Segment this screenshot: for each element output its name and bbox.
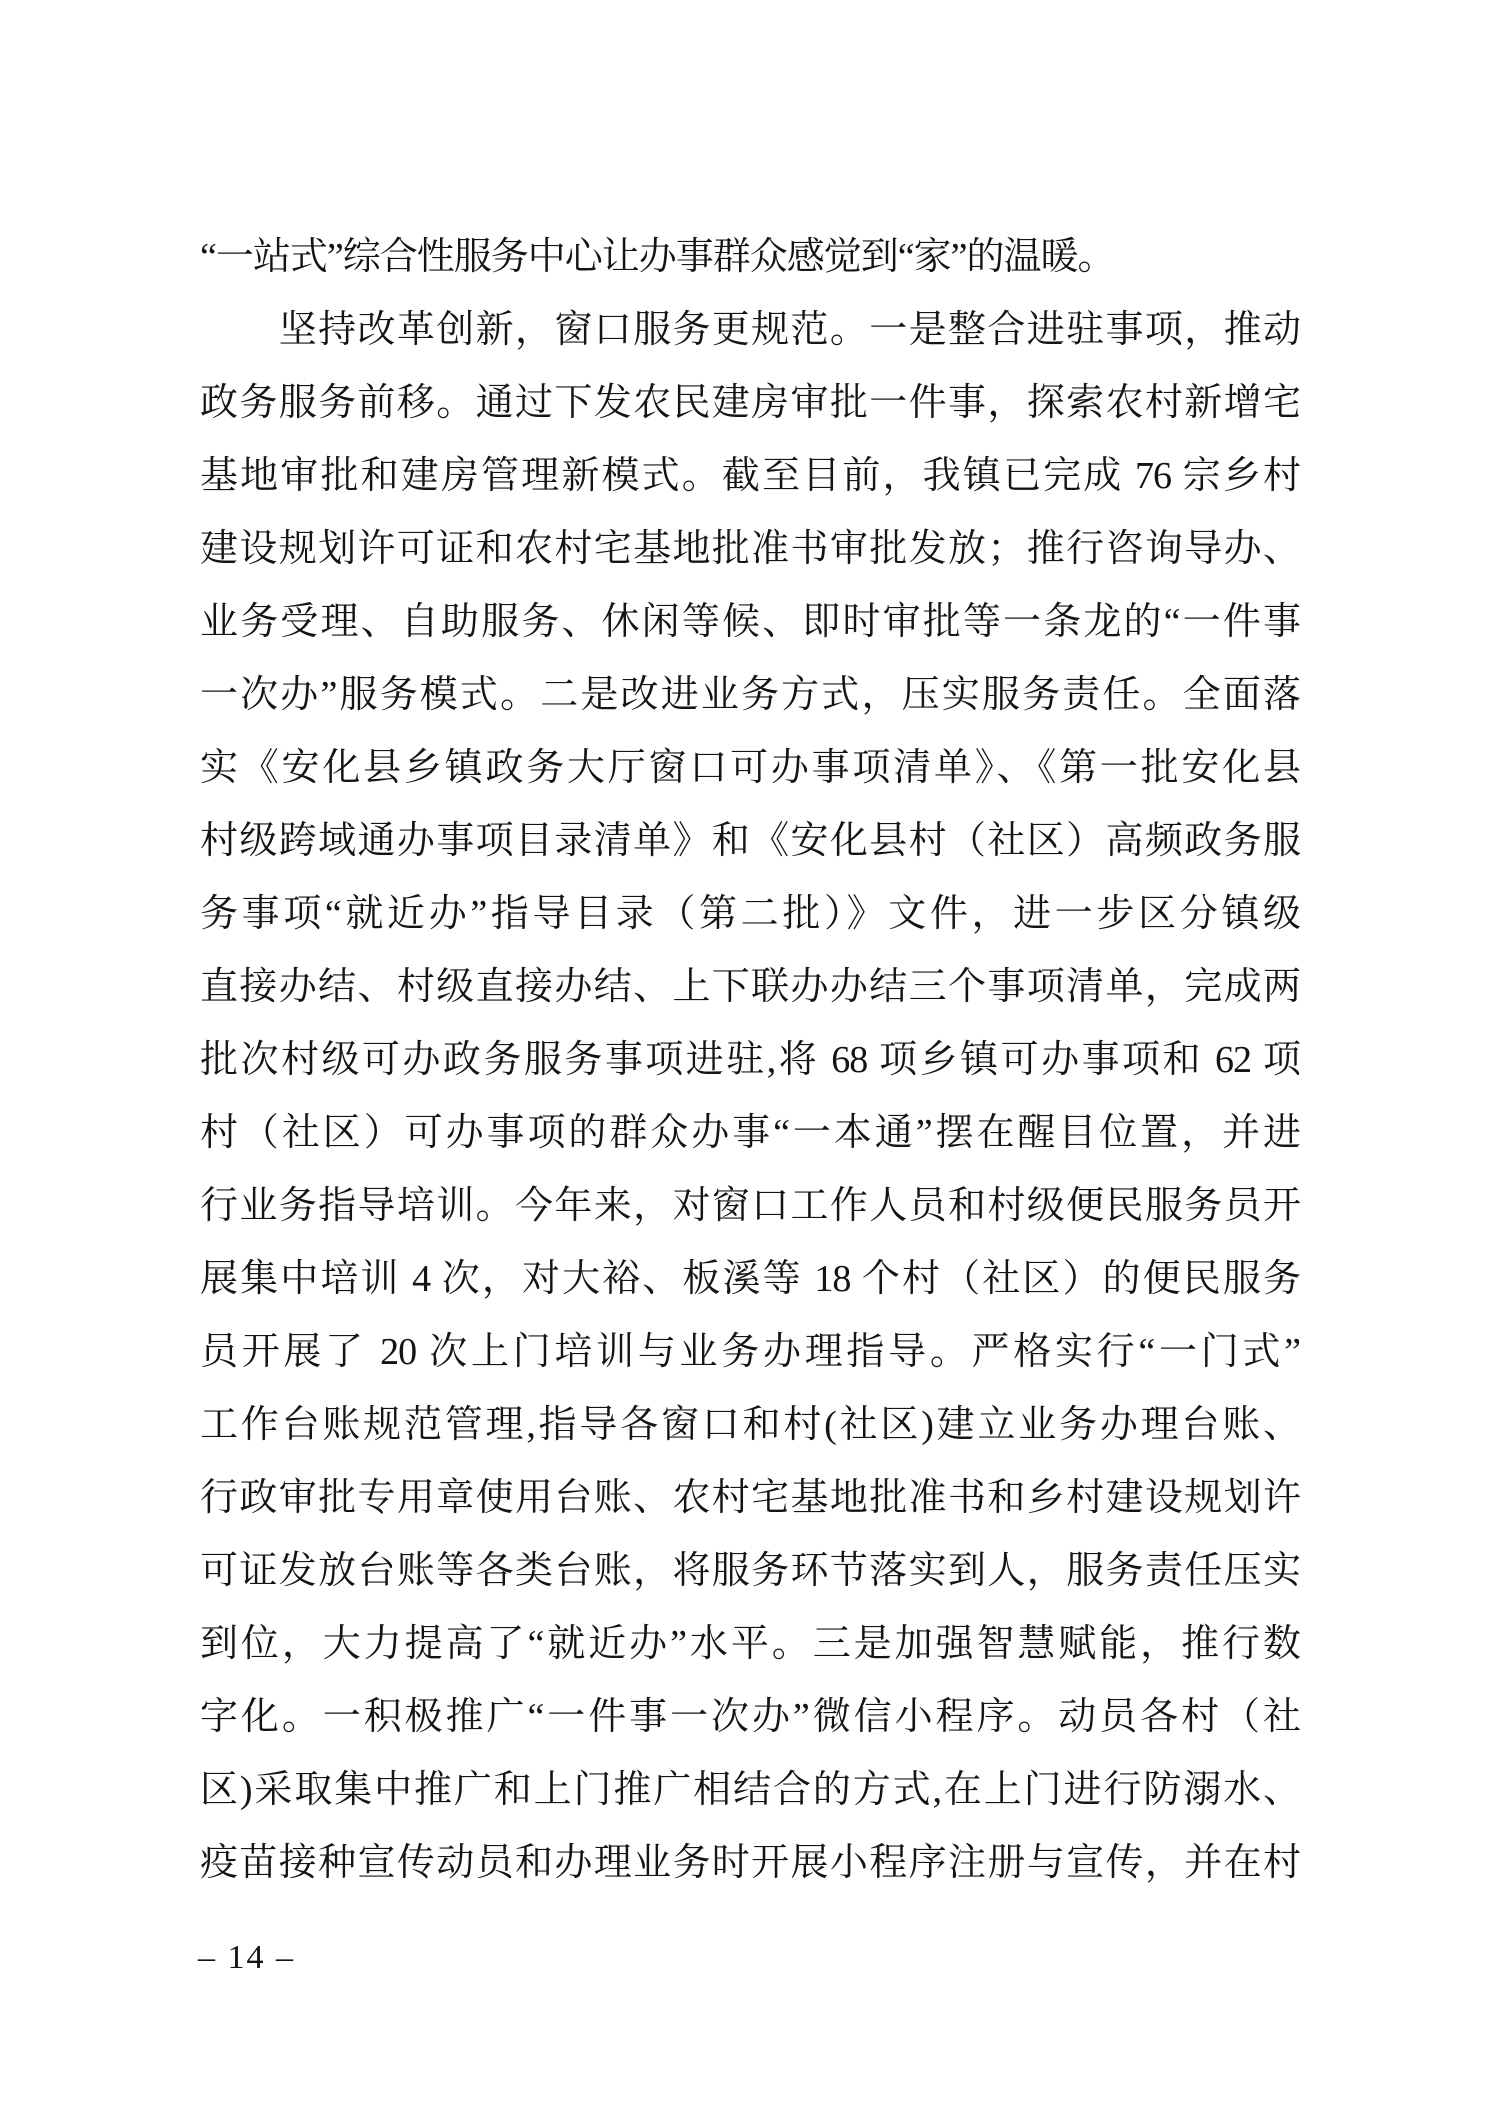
- document-body: [200, 221, 1300, 1900]
- text-line: 行业务指导培训。今年来，对窗口工作人员和村级便民服务员开: [200, 1185, 1300, 1227]
- text-line: 到位，大力提高了“就近办”水平。三是加强智慧赋能，推行数: [200, 1623, 1300, 1665]
- text-line: 疫苗接种宣传动员和办理业务时开展小程序注册与宣传，并在村: [200, 1842, 1300, 1884]
- text-line: 建设规划许可证和农村宅基地批准书审批发放；推行咨询导办、: [200, 528, 1300, 570]
- text-line: 可证发放台账等各类台账，将服务环节落实到人，服务责任压实: [200, 1550, 1300, 1592]
- text-line: 政务服务前移。通过下发农民建房审批一件事，探索农村新增宅: [200, 382, 1300, 424]
- text-line: 行政审批专用章使用台账、农村宅基地批准书和乡村建设规划许: [200, 1477, 1300, 1519]
- text-line: 村级跨域通办事项目录清单》和《安化县村（社区）高频政务服: [200, 820, 1300, 862]
- text-line: 村（社区）可办事项的群众办事“一本通”摆在醒目位置，并进: [200, 1112, 1300, 1154]
- text-line: 一次办”服务模式。二是改进业务方式，压实服务责任。全面落: [200, 674, 1300, 716]
- text-line: 直接办结、村级直接办结、上下联办办结三个事项清单，完成两: [200, 966, 1300, 1008]
- text-line: “一站式”综合性服务中心让办事群众感觉到“家”的温暖。: [200, 236, 1115, 278]
- text-line: 务事项“就近办”指导目录（第二批）》文件，进一步区分镇级: [200, 893, 1300, 935]
- text-line: 实《安化县乡镇政务大厅窗口可办事项清单》、《第一批安化县: [200, 747, 1300, 789]
- text-line: 区)采取集中推广和上门推广相结合的方式,在上门进行防溺水、: [200, 1769, 1300, 1811]
- text-line: 工作台账规范管理,指导各窗口和村(社区)建立业务办理台账、: [200, 1404, 1300, 1446]
- page-number: – 14 –: [198, 1939, 295, 1976]
- text-line: 业务受理、自助服务、休闲等候、即时审批等一条龙的“一件事: [200, 601, 1300, 643]
- text-line: 批次村级可办政务服务事项进驻,将 68 项乡镇可办事项和 62 项: [200, 1039, 1300, 1081]
- text-line: 员开展了 20 次上门培训与业务办理指导。严格实行“一门式”: [200, 1331, 1300, 1373]
- text-line: 展集中培训 4 次，对大裕、板溪等 18 个村（社区）的便民服务: [200, 1258, 1300, 1300]
- text-line: 坚持改革创新，窗口服务更规范。一是整合进驻事项，推动: [200, 309, 1300, 351]
- text-line: 基地审批和建房管理新模式。截至目前，我镇已完成 76 宗乡村: [200, 455, 1300, 497]
- text-line: 字化。一积极推广“一件事一次办”微信小程序。动员各村（社: [200, 1696, 1300, 1738]
